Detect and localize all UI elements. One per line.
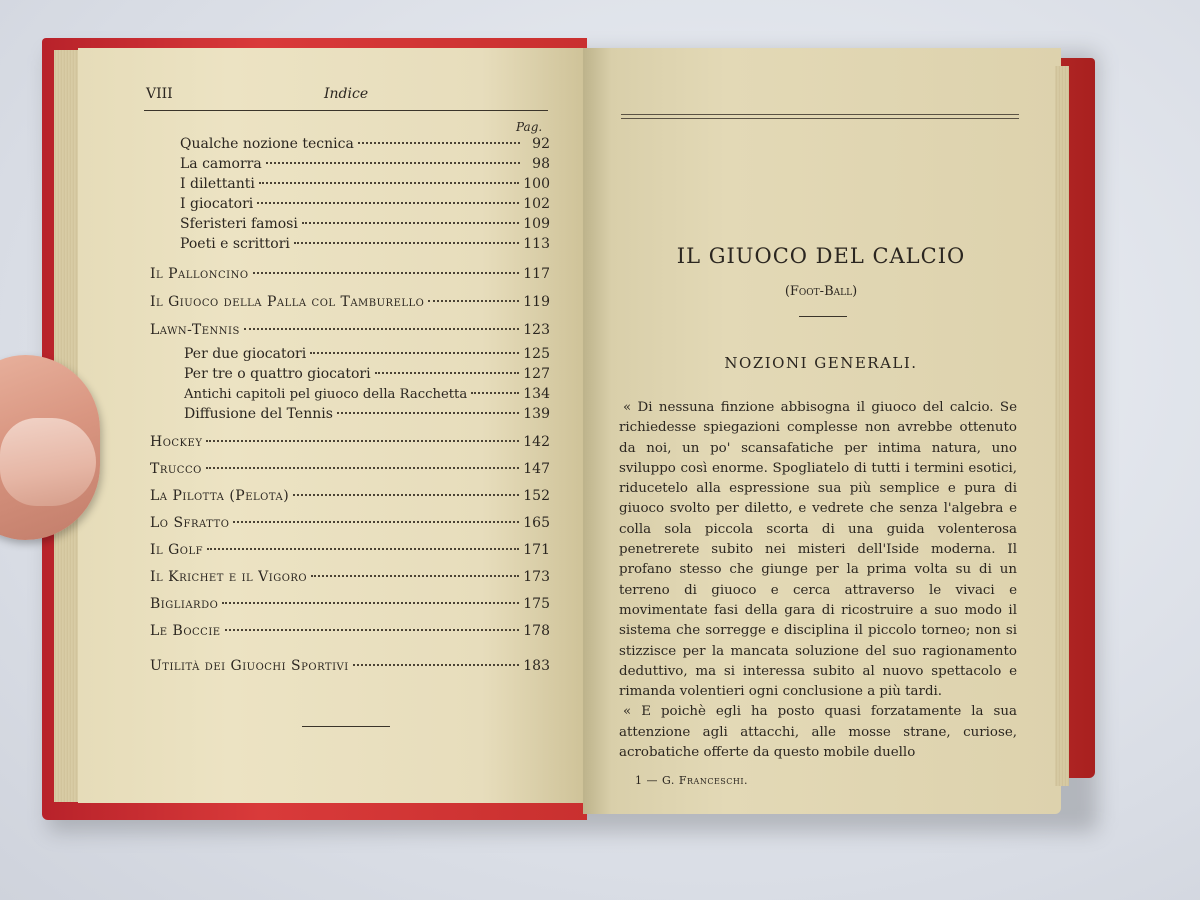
index-entry: Il Palloncino 117	[150, 266, 550, 282]
chapter-page	[583, 48, 1061, 814]
top-double-rule	[621, 118, 1019, 119]
index-entry: Il Golf 171	[150, 542, 550, 558]
signature-line	[635, 774, 748, 787]
index-entry: Trucco 147	[150, 461, 550, 477]
index-entry: Lo Sfratto 165	[150, 515, 550, 531]
index-entry: Hockey 142	[150, 434, 550, 450]
index-entry: Il Krichet e il Vigoro 173	[150, 569, 550, 585]
page-number: VIII	[146, 86, 173, 102]
index-entry: Le Boccie 178	[150, 623, 550, 639]
signature-name: G. Franceschi.	[662, 774, 749, 787]
index-entry: La camorra 98	[180, 156, 550, 172]
body-paragraph: « E poichè egli ha posto quasi forzatamente la sua attenzione agli attacchi, alle mosse strane, curiose, acrobatiche offerte da questo mobile duello	[619, 704, 1017, 761]
index-entry: Per tre o quattro giocatori 127	[184, 366, 550, 382]
chapter-subtitle: (Foot-Ball)	[784, 284, 858, 299]
body-paragraph: « Di nessuna finzione abbisogna il giuoco del calcio. Se richiedesse spiegazioni complesse non avrebbe ottenuto da noi, un po' scansafatiche per intima natura, uno sviluppo così enorme. Spogliatelo di tutti i termini esotici, riducetelo alla espressione sua più semplice e pura di giuoco svolto per diletto, e vedrete che senza l'algebra e colla sola piccola scorta di una guida volenterosa penetrerete subito nei misteri dell'Iside moderna. Il profano stesso che giunge per la prima volta su di un terreno di giuoco e cerca attraverso le vivaci e movimentate fasi della gara di ricostruire a suo modo il sistema che sorregge e disciplina il piccolo torneo; non si stizzisce per la mancata soluzione del suo ragionamento deduttivo, ma si interessa subito al nuovo spettacolo e rimanda volentieri ogni conclusione a più tardi.	[619, 400, 1017, 700]
index-entry: Lawn-Tennis 123	[150, 322, 550, 338]
index-page	[78, 48, 583, 803]
index-entry: Bigliardo 175	[150, 596, 550, 612]
pag-label: Pag.	[516, 120, 543, 134]
index-entry: Antichi capitoli pel giuoco della Racchetta 134	[184, 386, 550, 402]
thumbnail	[0, 418, 96, 506]
signature-mark: 1 —	[635, 774, 658, 787]
index-entry: Per due giocatori 125	[184, 346, 550, 362]
chapter-title: IL GIUOCO DEL CALCIO	[676, 244, 966, 268]
running-title: Indice	[324, 86, 369, 102]
header-rule	[144, 110, 548, 111]
index-entry: I giocatori 102	[180, 196, 550, 212]
chapter-body	[619, 398, 1017, 763]
index-entry: Sferisteri famosi 109	[180, 216, 550, 232]
index-entry: Il Giuoco della Palla col Tamburello 119	[150, 294, 550, 310]
index-entry: Diffusione del Tennis 139	[184, 406, 550, 422]
top-double-rule	[621, 114, 1019, 115]
section-heading: NOZIONI GENERALI.	[724, 354, 918, 372]
end-rule	[302, 726, 390, 727]
index-entry: Poeti e scrittori 113	[180, 236, 550, 252]
index-entry: I dilettanti 100	[180, 176, 550, 192]
page-edges-right	[1055, 66, 1069, 786]
index-entry: Qualche nozione tecnica 92	[180, 136, 550, 152]
index-entry: Utilità dei Giuochi Sportivi 183	[150, 658, 550, 674]
index-entry: La Pilotta (Pelota) 152	[150, 488, 550, 504]
title-rule	[799, 316, 847, 317]
